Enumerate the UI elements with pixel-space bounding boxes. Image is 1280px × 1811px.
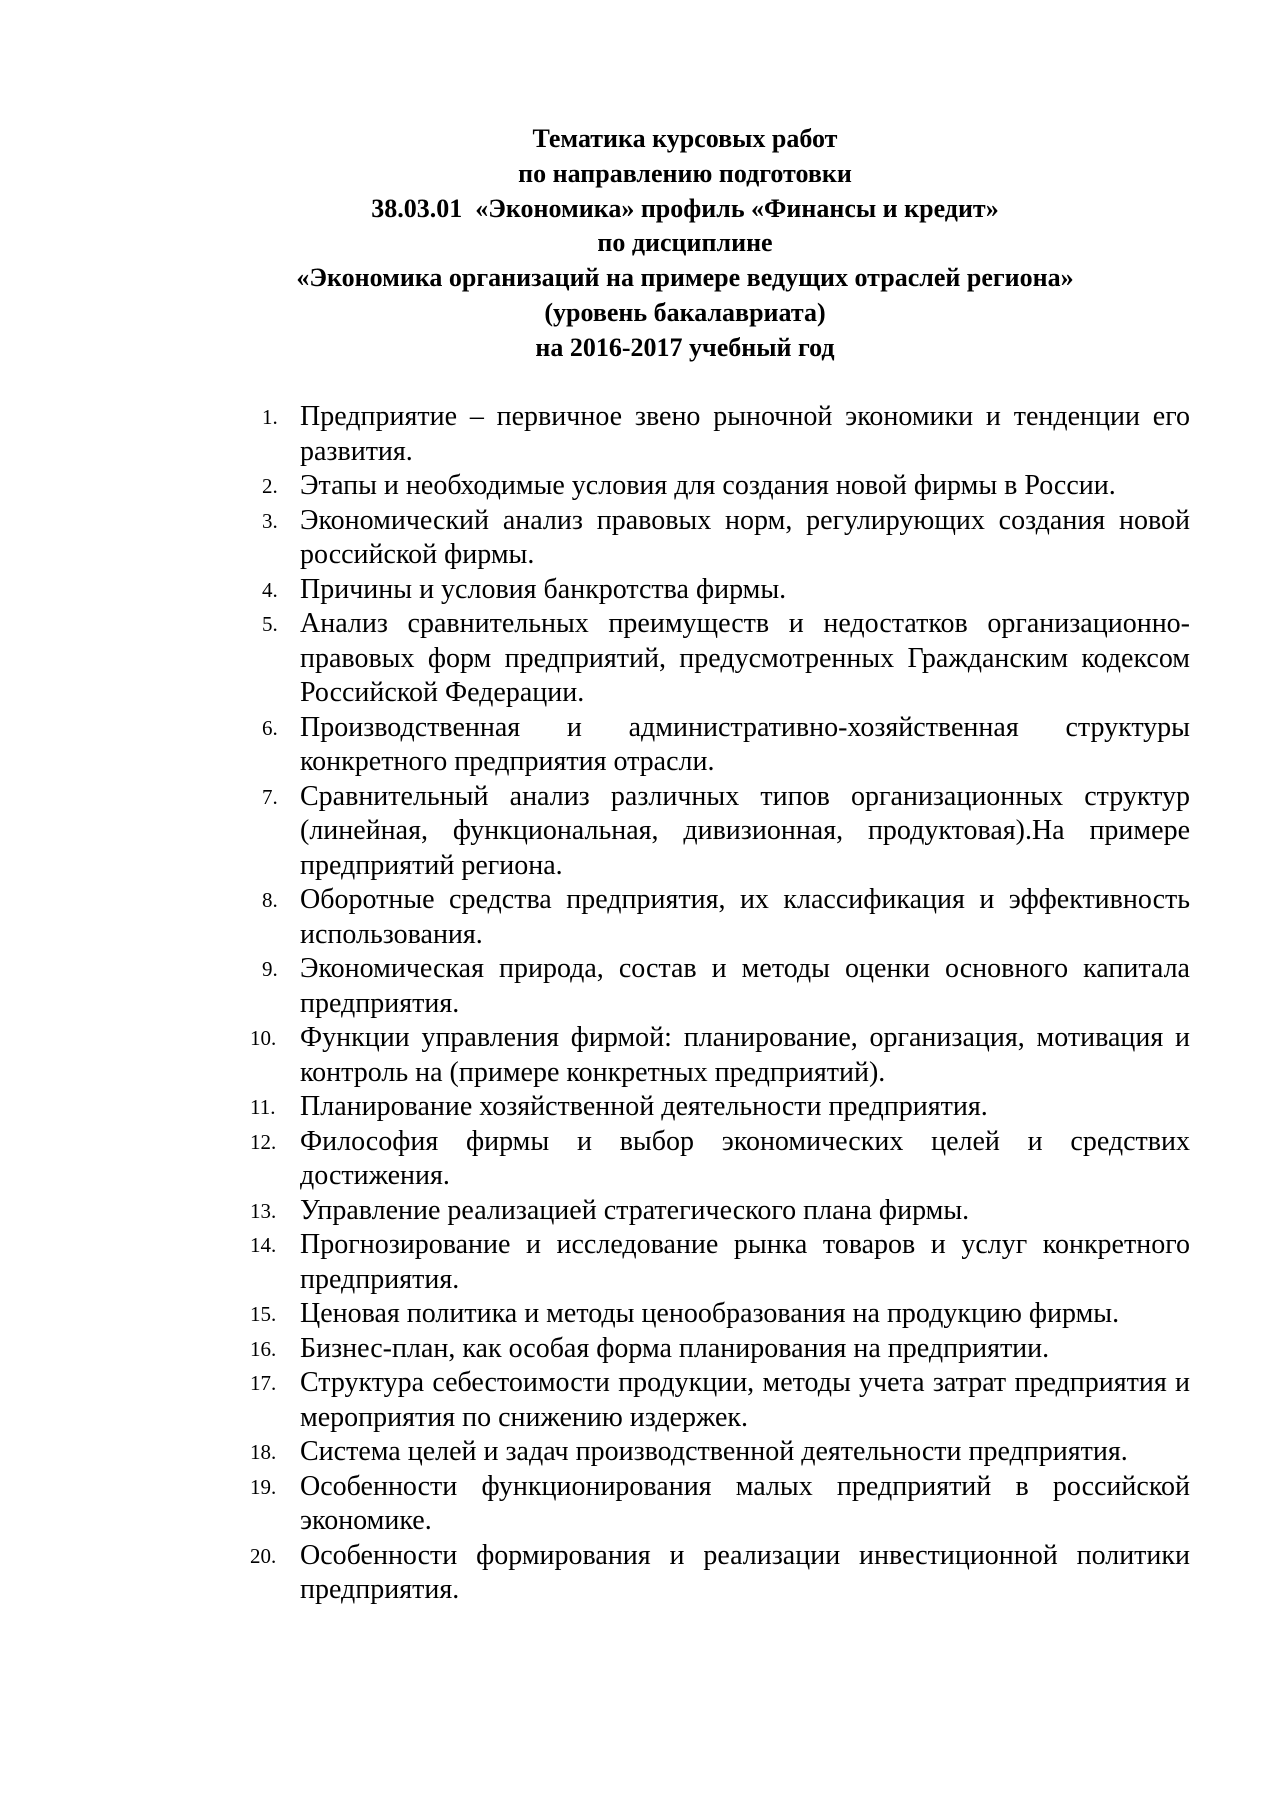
topic-text: Особенности формирования и реализации инвестиционной политики предприятия. — [300, 1539, 1190, 1605]
topic-item — [250, 1194, 1190, 1229]
topic-number: 8. — [262, 888, 278, 912]
topic-item — [250, 1228, 1190, 1297]
topic-item — [250, 1470, 1190, 1539]
topic-item — [250, 1125, 1190, 1194]
topic-number: 1. — [262, 405, 278, 429]
topic-item — [250, 1332, 1190, 1367]
topic-item — [262, 711, 1190, 780]
topic-number: 18. — [250, 1440, 277, 1464]
topic-item — [262, 469, 1190, 504]
topic-number: 12. — [250, 1129, 277, 1154]
topic-item — [262, 504, 1190, 573]
topic-item — [262, 607, 1190, 711]
topic-text: Этапы и необходимые условия для создания новой фирмы в России. — [300, 470, 1116, 501]
topic-text: Система целей и задач производственной деятельности предприятия. — [300, 1436, 1128, 1467]
topic-number: 4. — [262, 577, 278, 602]
topic-number: 6. — [262, 715, 278, 740]
topic-item — [262, 780, 1190, 884]
topic-text: Функции управления фирмой: планирование, организация, мотивация и контроль на (примере конкретных предприятий). — [300, 1022, 1190, 1088]
topic-number: 10. — [250, 1026, 277, 1050]
topic-number: 16. — [250, 1336, 277, 1361]
topic-number: 2. — [262, 474, 278, 498]
topic-text: Структура себестоимости продукции, методы учета затрат предприятия и мероприятия по снижению издержек. — [300, 1367, 1190, 1433]
topic-number: 17. — [250, 1371, 277, 1395]
topic-number: 11. — [250, 1095, 276, 1119]
topic-text: Прогнозирование и исследование рынка товаров и услуг конкретного предприятия. — [300, 1229, 1190, 1295]
topic-number: 14. — [250, 1233, 277, 1257]
heading-line: «Экономика организаций на примере ведущих отраслей региона» — [296, 263, 1074, 293]
topic-number: 15. — [250, 1302, 277, 1326]
topic-item — [262, 883, 1190, 952]
heading-line: по дисциплине — [597, 228, 773, 258]
topic-item — [250, 1021, 1190, 1090]
topic-number: 5. — [262, 612, 278, 636]
topic-number: 13. — [250, 1198, 277, 1223]
topic-text: Предприятие – первичное звено рыночной экономики и тенденции его развития. — [300, 401, 1190, 467]
topic-item — [250, 1366, 1190, 1435]
topic-item — [250, 1090, 1190, 1125]
topic-item — [250, 1297, 1190, 1332]
topic-number: 20. — [250, 1543, 277, 1568]
heading-line: Тематика курсовых работ — [532, 124, 838, 153]
topic-text: Анализ сравнительных преимуществ и недостатков организационно-правовых форм предприятий, предусмотренных Гражданским кодексом Российской Федерации. — [300, 608, 1190, 708]
topic-number: 7. — [262, 784, 278, 809]
topic-item — [250, 1539, 1190, 1608]
topic-item — [262, 400, 1190, 469]
topic-text: Причины и условия банкротства фирмы. — [300, 573, 787, 605]
topic-text: Производственная и административно-хозяйственная структуры конкретного предприятия отрасли. — [300, 711, 1190, 777]
topic-text: Особенности функционирования малых предприятий в российской экономике. — [300, 1470, 1190, 1536]
heading-line: 38.03.01 «Экономика» профиль «Финансы и кредит» — [371, 193, 999, 223]
topic-text: Сравнительный анализ различных типов организационных структур (линейная, функциональная, дивизионная, продуктовая).На примере предприятий региона. — [300, 780, 1190, 881]
topic-item — [250, 1435, 1190, 1470]
heading-line: по направлению подготовки — [518, 158, 852, 188]
topic-text: Бизнес-план, как особая форма планирования на предприятии. — [300, 1332, 1050, 1364]
topic-text: Экономический анализ правовых норм, регулирующих создания новой российской фирмы. — [300, 504, 1190, 570]
topic-item — [262, 573, 1190, 608]
topic-number: 3. — [262, 508, 278, 533]
topic-text: Планирование хозяйственной деятельности предприятия. — [300, 1091, 988, 1122]
topic-text: Управление реализацией стратегического плана фирмы. — [300, 1194, 970, 1226]
topic-number: 9. — [262, 957, 278, 981]
heading-line: на 2016-2017 учебный год — [535, 332, 835, 362]
document-heading — [200, 122, 1170, 366]
topic-item — [262, 952, 1190, 1021]
topic-text: Ценовая политика и методы ценообразования на продукцию фирмы. — [300, 1298, 1120, 1329]
topic-text: Экономическая природа, состав и методы оценки основного капитала предприятия. — [300, 953, 1190, 1019]
topic-text: Философия фирмы и выбор экономических целей и средствих достижения. — [300, 1125, 1190, 1191]
topic-number: 19. — [250, 1474, 277, 1499]
topics-list — [250, 400, 1190, 1608]
topic-text: Оборотные средства предприятия, их классификация и эффективность использования. — [300, 884, 1190, 950]
heading-line: (уровень бакалавриата) — [544, 297, 826, 327]
